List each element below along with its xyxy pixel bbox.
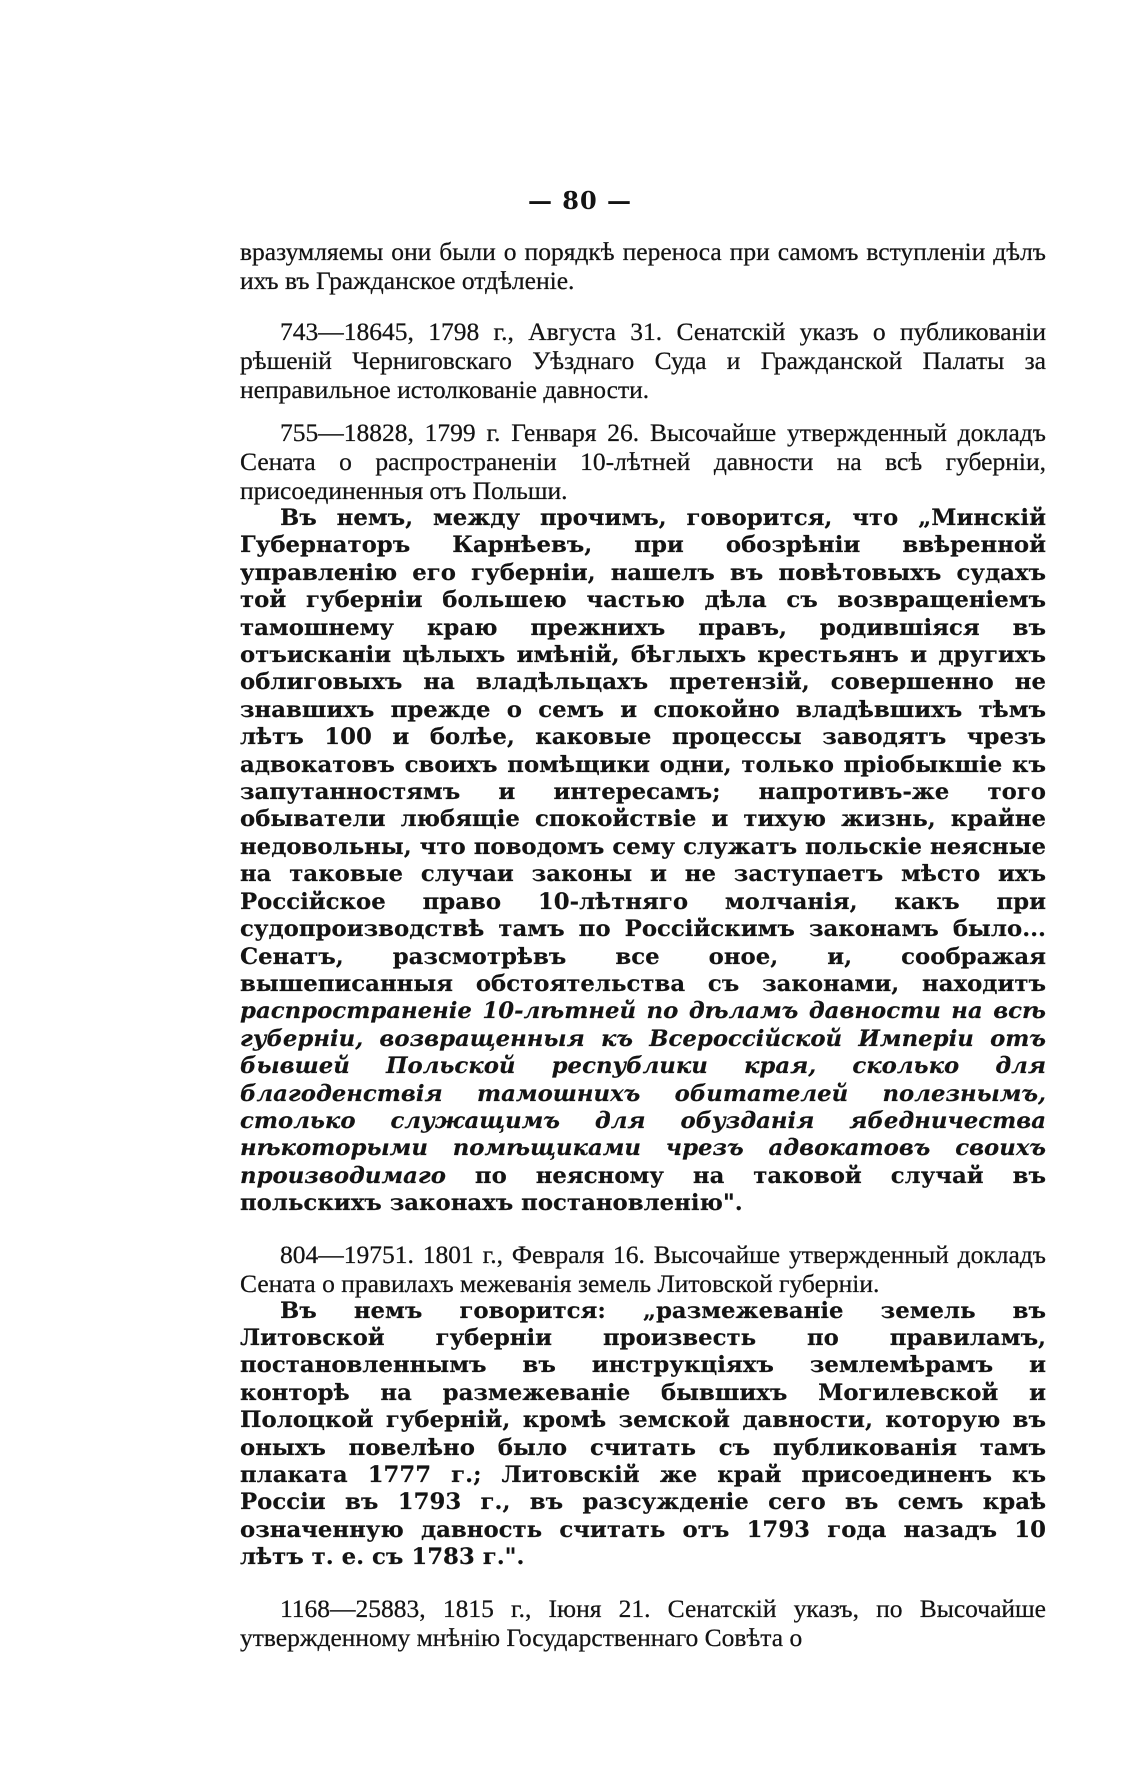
page-number: — 80 —: [527, 186, 633, 215]
paragraph-quote-minsk: [240, 505, 1046, 1218]
paragraph-entry-743: 743—18645, 1798 г., Августа 31. Сенатскій указъ о публикованіи рѣшеній Черниговскаго Уѣзднаго Суда и Гражданской Палаты за неправильное истолкованіе давности.: [240, 317, 1046, 404]
quote-text-part1: Въ немъ, между прочимъ, говорится, что „Минскій Губернаторъ Карнѣевъ, при обозрѣніи ввѣренной управленію его губерніи, нашелъ въ повѣтовыхъ судахъ той губерніи большею частью дѣла съ возвращеніемъ тамошнему краю прежнихъ правъ, родившіяся въ отъисканіи цѣлыхъ имѣній, бѣглыхъ крестьянъ и другихъ облиговыхъ на владѣльцахъ претензій, совершенно не знавшихъ прежде о семъ и спокойно владѣвшихъ тѣмъ лѣтъ 100 и болѣе, каковые процессы заводятъ чрезъ адвокатовъ своихъ помѣщики одни, только пріобыкшіе къ запутанностямъ и интересамъ; напротивъ-же того обыватели любящіе спокойствіе и тихую жизнь, крайне недовольны, что поводомъ сему служатъ польскіе неясные на таковые случаи законы и не заступаетъ мѣсто ихъ Россійское право 10-лѣтняго молчанія, какъ при судопроизводствѣ тамъ по Россійскимъ законамъ было... Сенатъ, разсмотрѣвъ все оное, и, соображая вышеписанныя обстоятельства съ законами, находитъ: [240, 505, 1046, 997]
quote-text-italic: распространеніе 10-лѣтней по дѣламъ давности на всѣ губерніи, возвращенныя къ Всероссійской Имперіи отъ бывшей Польской республики края, сколько для благоденствія тамошнихъ обитателей полезнымъ, столько служащимъ для обузданія ябедничества нѣкоторыми помѣщиками чрезъ адвокатовъ своихъ производимаго: [240, 998, 1046, 1189]
paragraph-continuation: вразумляемы они были о порядкѣ переноса при самомъ вступленіи дѣлъ ихъ въ Гражданское отдѣленіе.: [240, 237, 1046, 295]
quote-text-part2: по неясному на таковой случай въ польскихъ законахъ постановленію".: [240, 1162, 1046, 1217]
paragraph-entry-755: 755—18828, 1799 г. Генваря 26. Высочайше утвержденный докладъ Сената о распространеніи 10-лѣтней давности на всѣ губерніи, присоединенныя отъ Польши.: [240, 418, 1046, 505]
paragraph-quote-lithuania: Въ немъ говорится: „размежеваніе земель въ Литовской губерніи произвесть по правиламъ, постановленнымъ въ инструкціяхъ землемѣрамъ и конторѣ на размежеваніе бывшихъ Могилевской и Полоцкой губерній, кромѣ земской давности, которую въ оныхъ повелѣно было считать съ публикованія тамъ плаката 1777 г.; Литовскій же край присоединенъ къ Россіи въ 1793 г., въ разсужденіе сего въ семъ краѣ означенную давность считать отъ 1793 года назадъ 10 лѣтъ т. е. съ 1783 г.".: [240, 1297, 1046, 1571]
paragraph-entry-1168: 1168—25883, 1815 г., Іюня 21. Сенатскій указъ, по Высочайше утвержденному мнѣнію Государственнаго Совѣта о: [240, 1593, 1046, 1652]
text-column: [240, 237, 1046, 1652]
paragraph-entry-804: 804—19751. 1801 г., Февраля 16. Высочайше утвержденный докладъ Сената о правилахъ межеванія земель Литовской губерніи.: [240, 1239, 1046, 1298]
